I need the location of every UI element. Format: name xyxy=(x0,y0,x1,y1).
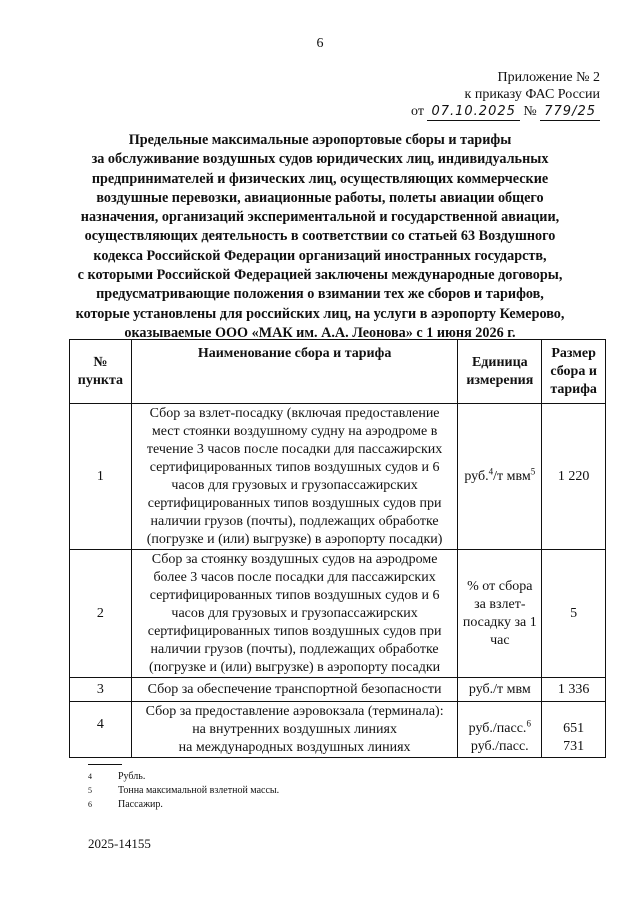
title-line: осуществляющих деятельность в соответствии со статьей 63 Воздушного xyxy=(84,228,556,245)
row-amount: 1 220 xyxy=(542,404,606,550)
row-num: 2 xyxy=(70,550,132,678)
title-line: оказываемые ООО «МАК им. А.А. Леонова» с 1 июня 2026 г. xyxy=(124,324,516,341)
title-line: Предельные максимальные аэропортовые сборы и тарифы xyxy=(128,132,512,148)
title-line: предусматривающие положения о взимании тех же сборов и тарифов, xyxy=(96,286,544,303)
row-amount: 1 336 xyxy=(542,678,606,702)
appendix-block xyxy=(360,69,600,121)
row-num: 4 xyxy=(70,702,132,758)
appendix-line1: Приложение № 2 xyxy=(497,70,600,85)
table-row xyxy=(70,550,606,678)
title-line: кодекса Российской Федерации организаций иностранных государств, xyxy=(93,247,547,264)
order-number: 779/25 xyxy=(540,103,600,121)
footnote-divider xyxy=(88,764,122,765)
row-unit: % от сбора за взлет- посадку за 1 час xyxy=(458,550,542,678)
tariff-table xyxy=(69,339,606,758)
header-unit: Единица измерения xyxy=(458,340,542,404)
table-header-row xyxy=(70,340,606,404)
appendix-line2: к приказу ФАС России xyxy=(464,87,600,102)
page-number: 6 xyxy=(316,36,324,51)
row-name: Сбор за стоянку воздушных судов на аэродроме более 3 часов после посадки для пассажирских сертифицированных типов воздушных судов и 6 часов для грузовых и грузопассажирских сертифицированных типов воздушных судов при наличии грузов (почты), подлежащих обработке (погрузке и (или) выгрузке) в аэропорту посадки xyxy=(131,550,458,678)
row-unit: руб./пасс.$^6$ руб./пасс. xyxy=(458,702,542,758)
row-name: Сбор за предоставление аэровокзала (терминала): на внутренних воздушных линиях на международных воздушных линиях xyxy=(131,702,458,758)
header-name: Наименование сбора и тарифа xyxy=(131,340,458,404)
title-line: предпринимателей и физических лиц, осуществляющих коммерческие xyxy=(91,170,549,187)
order-date: 07.10.2025 xyxy=(427,103,519,121)
document-title xyxy=(60,131,580,343)
title-line: назначения, организаций экспериментальной и государственной авиации, xyxy=(80,209,560,226)
header-size: Размер сбора и тарифа xyxy=(542,340,606,404)
appendix-line3 xyxy=(360,103,600,121)
title-line: воздушные перевозки, авиационные работы, полеты авиации общего xyxy=(96,189,544,206)
row-num: 3 xyxy=(70,678,132,702)
document-code: 2025-14155 xyxy=(88,836,151,851)
title-line: с которыми Российской Федерацией заключены международные договоры, xyxy=(77,267,563,284)
row-unit: руб./т мвм xyxy=(458,678,542,702)
footnote: 4 Рубль. xyxy=(88,771,146,782)
header-num: № пункта xyxy=(70,340,132,404)
row-name: Сбор за взлет-посадку (включая предоставление мест стоянки воздушному судну на аэродроме в течение 3 часов после посадки для пассажирских сертифицированных типов воздушных судов и 6 часов для грузовых и грузопассажирских сертифицированных типов воздушных судов при наличии грузов (почты), подлежащих обработке (погрузке и (или) выгрузке) в аэропорту посадки) xyxy=(131,404,458,550)
row-amount: 5 xyxy=(542,550,606,678)
from-label: от xyxy=(411,104,424,119)
title-line: которые установлены для российских лиц, на услуги в аэропорту Кемерово, xyxy=(75,305,565,322)
row-name: Сбор за обеспечение транспортной безопасности xyxy=(131,678,458,702)
title-line: за обслуживание воздушных судов юридических лиц, индивидуальных xyxy=(91,151,549,168)
footnote: 5 Тонна максимальной взлетной массы. xyxy=(88,785,280,796)
row-num: 1 xyxy=(70,404,132,550)
number-label: № xyxy=(523,104,537,119)
row-unit: руб.$^4$/т мвм$^5$ xyxy=(458,404,542,550)
table-row xyxy=(70,404,606,550)
table-row xyxy=(70,702,606,758)
row-amount: 651 731 xyxy=(542,702,606,758)
footnote: 6 Пассажир. xyxy=(88,799,163,810)
table-row xyxy=(70,678,606,702)
